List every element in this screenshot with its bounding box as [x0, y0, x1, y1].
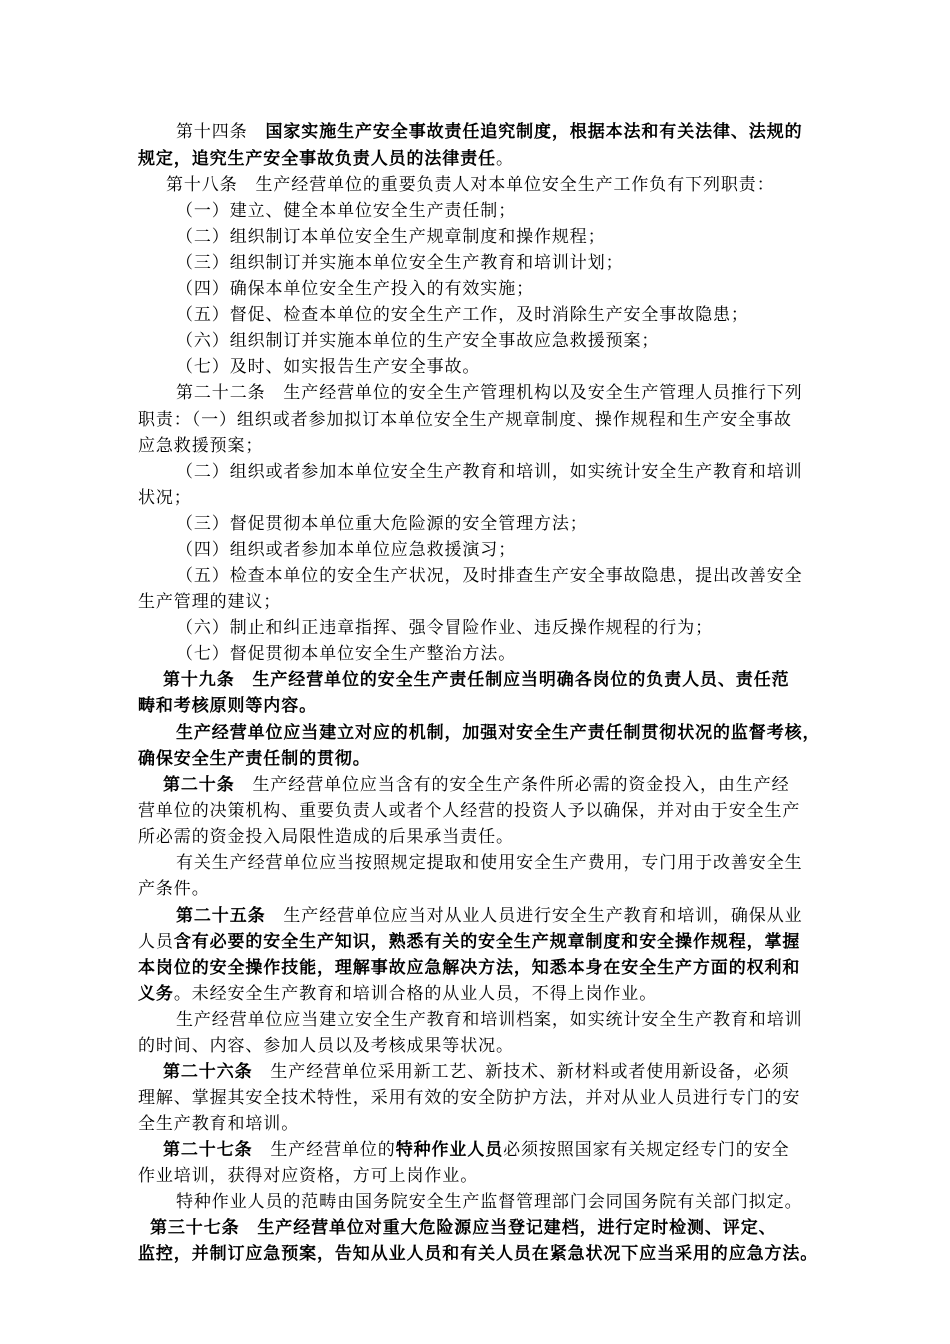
text-run: （二）组织或者参加本单位安全生产教育和培训，如实统计安全生产教育和培训	[176, 462, 803, 482]
text-run: 所必需的资金投入局限性造成的后果承当责任。	[138, 827, 514, 847]
text-line	[176, 641, 516, 668]
text-run: （四）确保本单位安全生产投入的有效实施；	[176, 279, 534, 299]
text-run: 理解、掌握其安全技术特性，采用有效的安全防护方法，并对从业人员进行专门的安	[138, 1088, 801, 1108]
text-line	[163, 772, 790, 799]
text-run: （四）组织或者参加本单位应急救援演习；	[176, 540, 517, 560]
text-line	[176, 850, 803, 877]
text-line	[163, 1059, 790, 1086]
text-line	[176, 354, 480, 381]
bold-text-run: 畴和考核原则等内容。	[138, 696, 317, 716]
text-run: （三）组织制订并实施本单位安全生产教育和培训计划；	[176, 253, 624, 273]
bold-text-run: 第二十条	[163, 775, 235, 795]
text-line	[138, 876, 210, 903]
text-line	[176, 459, 803, 486]
text-run: （三）督促贯彻本单位重大危险源的安全管理方法；	[176, 514, 588, 534]
text-run: （六）组织制订并实施本单位的生产安全事故应急救援预案；	[176, 331, 660, 351]
bold-text-run: 义务	[138, 984, 174, 1004]
text-run: 第二十二条 生产经营单位的安全生产管理机构以及安全生产管理人员推行下列	[176, 383, 803, 403]
text-line	[138, 1085, 800, 1112]
text-line	[176, 537, 516, 564]
text-line	[138, 824, 514, 851]
text-run: 全生产教育和培训。	[138, 1114, 300, 1134]
text-line	[176, 328, 659, 355]
text-line	[138, 407, 792, 434]
bold-text-run: 国家实施生产安全事故责任追究制度，根据本法和有关法律、法规的	[265, 122, 803, 142]
text-line	[176, 198, 516, 225]
text-line	[176, 380, 803, 407]
bold-text-run: 第三十七条 生产经营单位对重大危险源应当登记建档，进行定时检测、评定、	[150, 1218, 777, 1238]
text-line	[163, 1137, 790, 1164]
text-run: 产条件。	[138, 879, 210, 899]
bold-text-run: 特种作业人员	[395, 1140, 504, 1160]
bold-text-run: 第十九条 生产经营单位的安全生产责任制应当明确各岗位的负责人员、责任范	[163, 670, 790, 690]
text-line	[176, 903, 803, 930]
text-run: 特种作业人员的范畴由国务院安全生产监督管理部门会同国务院有关部门拟定。	[176, 1192, 803, 1212]
text-line	[176, 1189, 803, 1216]
text-run: （七）督促贯彻本单位安全生产整治方法。	[176, 644, 517, 664]
text-line	[176, 563, 803, 590]
text-run: 生产经营单位应当对从业人员进行安全生产教育和培训，确保从业	[265, 906, 803, 926]
text-line	[138, 955, 800, 982]
text-line	[138, 981, 657, 1008]
bold-text-run: 第二十五条	[176, 906, 266, 926]
bold-text-run: 含有必要的安全生产知识，熟悉有关的安全生产规章制度和安全操作规程，掌握	[173, 932, 801, 952]
text-run: （二）组织制订本单位安全生产规章制度和操作规程；	[176, 227, 606, 247]
text-line	[166, 172, 775, 199]
text-run: （七）及时、如实报告生产安全事故。	[176, 357, 481, 377]
text-line	[176, 302, 749, 329]
text-line	[138, 746, 371, 773]
text-run: 营单位的决策机构、重要负责人或者个人经营的投资人予以确保，并对由于安全生产	[138, 801, 801, 821]
text-run: 生产经营单位应当含有的安全生产条件所必需的资金投入，由生产经	[234, 775, 790, 795]
text-run: 生产经营单位应当建立安全生产教育和培训档案，如实统计安全生产教育和培训	[176, 1010, 803, 1030]
text-line	[176, 224, 606, 251]
text-line	[138, 146, 514, 173]
text-line	[176, 1007, 803, 1034]
bold-text-run: 本岗位的安全操作技能，理解事故应急解决方法，知悉本身在安全生产方面的权利和	[138, 958, 801, 978]
text-line	[150, 1215, 777, 1242]
text-line	[163, 667, 790, 694]
text-run: 的时间、内容、参加人员以及考核成果等状况。	[138, 1036, 514, 1056]
text-line	[138, 798, 800, 825]
text-run: 第十四条	[176, 122, 266, 142]
text-line	[138, 1163, 478, 1190]
text-run: 作业培训，获得对应资格，方可上岗作业。	[138, 1166, 479, 1186]
bold-text-run: 监控，并制订应急预案，告知从业人员和有关人员在紧急状况下应当采用的应急方法。	[138, 1244, 819, 1264]
text-run: 第十八条 生产经营单位的重要负责人对本单位安全生产工作负有下列职责：	[166, 175, 775, 195]
text-run: 状况；	[138, 488, 192, 508]
text-line	[138, 693, 317, 720]
text-line	[138, 1033, 514, 1060]
text-line	[176, 250, 624, 277]
text-run: 生产管理的建议；	[138, 592, 282, 612]
text-run: 职责：（一）组织或者参加拟订本单位安全生产规章制度、操作规程和生产安全事故	[138, 410, 792, 430]
text-line	[176, 720, 820, 747]
bold-text-run: 生产经营单位应当建立对应的机制，加强对安全生产责任制贯彻状况的监督考核，	[176, 723, 821, 743]
text-run: 生产经营单位采用新工艺、新技术、新材料或者使用新设备，必须	[252, 1062, 790, 1082]
text-run: 应急救援预案；	[138, 436, 264, 456]
text-run: （六）制止和纠正违章指挥、强令冒险作业、违反操作规程的行为；	[176, 618, 713, 638]
text-line	[138, 1241, 818, 1268]
text-run: （一）建立、健全本单位安全生产责任制；	[176, 201, 517, 221]
text-run: 必须按照国家有关规定经专门的安全	[503, 1140, 790, 1160]
text-run: （五）检查本单位的安全生产状况，及时排查生产安全事故隐患，提出改善安全	[176, 566, 803, 586]
text-run: 生产经营单位的	[252, 1140, 396, 1160]
text-line	[138, 929, 800, 956]
text-run: 有关生产经营单位应当按照规定提取和使用安全生产费用，专门用于改善安全生	[176, 853, 803, 873]
text-line	[176, 511, 588, 538]
text-run: 人员	[138, 932, 174, 952]
text-line	[138, 589, 281, 616]
text-run: （五）督促、检查本单位的安全生产工作，及时消除生产安全事故隐患；	[176, 305, 749, 325]
text-line	[176, 615, 713, 642]
bold-text-run: 第二十六条	[163, 1062, 253, 1082]
text-run: 。	[496, 149, 514, 169]
bold-text-run: 规定，追究生产安全事故负责人员的法律责任	[138, 149, 496, 169]
text-run: 。未经安全生产教育和培训合格的从业人员，不得上岗作业。	[173, 984, 658, 1004]
text-line	[176, 276, 534, 303]
bold-text-run: 确保安全生产责任制的贯彻。	[138, 749, 371, 769]
bold-text-run: 第二十七条	[163, 1140, 253, 1160]
text-line	[176, 119, 803, 146]
text-line	[138, 433, 263, 460]
text-line	[138, 485, 192, 512]
text-line	[138, 1111, 299, 1138]
